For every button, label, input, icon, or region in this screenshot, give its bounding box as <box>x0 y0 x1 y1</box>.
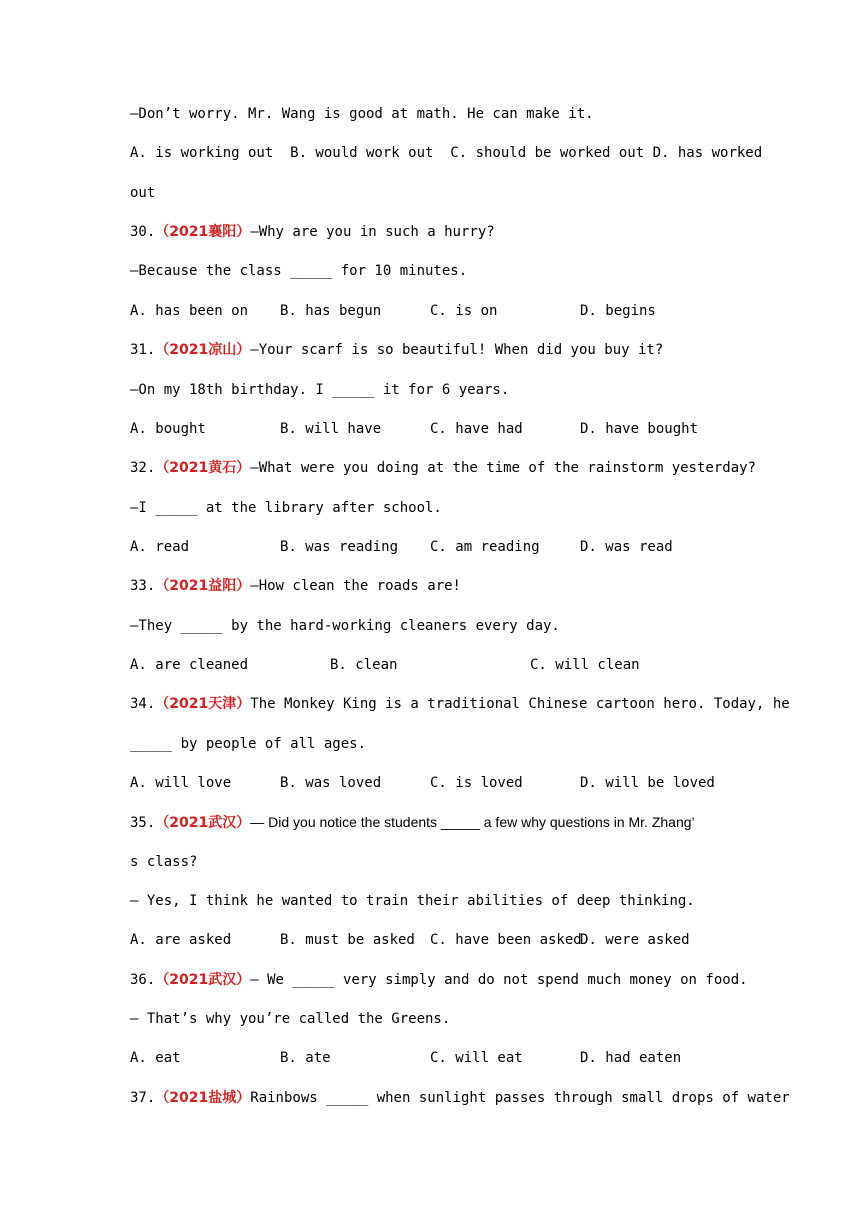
q29-options-wrap: out <box>130 185 156 201</box>
q37-source-tag: （2021盐城） <box>155 1090 251 1106</box>
q36-source-tag: （2021武汉） <box>155 972 251 988</box>
q30-option-c: C. is on <box>430 303 498 319</box>
q34-option-b: B. was loved <box>280 775 382 791</box>
q34-source-tag: （2021天津） <box>155 696 251 712</box>
q36-stem-line <box>130 970 748 990</box>
q34-stem: The Monkey King is a traditional Chinese cartoon hero. Today, he <box>250 696 790 712</box>
q32-option-a: A. read <box>130 539 190 555</box>
q31-stem-line <box>130 340 663 360</box>
q35-stem-line <box>130 812 695 833</box>
q30-line2: —Because the class _____ for 10 minutes. <box>130 263 468 279</box>
q35-stem: — Did you notice the students _____ a few why questions in Mr. Zhang’ <box>250 814 695 830</box>
q36-option-c: C. will eat <box>430 1050 523 1066</box>
q30-option-b: B. has begun <box>280 303 382 319</box>
q34-options <box>130 773 715 793</box>
q36-option-d: D. had eaten <box>580 1050 682 1066</box>
q36-stem: — We _____ very simply and do not spend much money on food. <box>250 972 748 988</box>
q35-options <box>130 930 690 950</box>
q31-options <box>130 419 698 439</box>
q30-number: 30. <box>130 224 156 240</box>
q32-number: 32. <box>130 460 156 476</box>
q35-option-b: B. must be asked <box>280 932 415 948</box>
q31-option-b: B. will have <box>280 421 382 437</box>
q32-option-b: B. was reading <box>280 539 399 555</box>
q33-source-tag: （2021益阳） <box>155 578 251 594</box>
q34-stem-line <box>130 694 790 714</box>
q31-stem: —Your scarf is so beautiful! When did you buy it? <box>250 342 664 358</box>
q30-stem: —Why are you in such a hurry? <box>250 224 495 240</box>
q36-number: 36. <box>130 972 156 988</box>
q35-stem-wrap: s class? <box>130 854 198 870</box>
q32-options <box>130 537 673 557</box>
q32-option-c: C. am reading <box>430 539 540 555</box>
q35-source-tag: （2021武汉） <box>155 815 251 831</box>
q35-option-d: D. were asked <box>580 932 690 948</box>
q30-option-a: A. has been on <box>130 303 249 319</box>
q37-number: 37. <box>130 1090 156 1106</box>
q33-option-b: B. clean <box>330 657 398 673</box>
q33-option-c: C. will clean <box>530 657 640 673</box>
q29-options-line: A. is working out B. would work out C. should be worked out D. has worked <box>130 145 763 161</box>
q33-number: 33. <box>130 578 156 594</box>
q31-option-a: A. bought <box>130 421 206 437</box>
q33-stem-line <box>130 576 461 596</box>
q35-line2: — Yes, I think he wanted to train their abilities of deep thinking. <box>130 893 695 909</box>
q32-source-tag: （2021黄石） <box>155 460 251 476</box>
q31-option-c: C. have had <box>430 421 523 437</box>
q35-option-a: A. are asked <box>130 932 232 948</box>
q34-option-c: C. is loved <box>430 775 523 791</box>
q36-options <box>130 1048 681 1068</box>
q33-stem: —How clean the roads are! <box>250 578 461 594</box>
q34-number: 34. <box>130 696 156 712</box>
q35-number: 35. <box>130 815 156 831</box>
q36-line2: — That’s why you’re called the Greens. <box>130 1011 451 1027</box>
q32-line2: —I _____ at the library after school. <box>130 500 442 516</box>
q33-options <box>130 655 640 675</box>
q34-option-a: A. will love <box>130 775 232 791</box>
q36-option-a: A. eat <box>130 1050 181 1066</box>
q37-stem: Rainbows _____ when sunlight passes through small drops of water <box>250 1090 790 1106</box>
q32-stem: —What were you doing at the time of the rainstorm yesterday? <box>250 460 756 476</box>
q30-source-tag: （2021襄阳） <box>155 224 251 240</box>
q31-source-tag: （2021凉山） <box>155 342 251 358</box>
q37-stem-line <box>130 1088 790 1108</box>
q32-stem-line <box>130 458 756 478</box>
q33-line2: —They _____ by the hard-working cleaners every day. <box>130 618 560 634</box>
q34-option-d: D. will be loved <box>580 775 715 791</box>
q34-line2: _____ by people of all ages. <box>130 736 367 752</box>
q31-option-d: D. have bought <box>580 421 699 437</box>
q32-option-d: D. was read <box>580 539 673 555</box>
q30-option-d: D. begins <box>580 303 656 319</box>
q31-number: 31. <box>130 342 156 358</box>
q36-option-b: B. ate <box>280 1050 331 1066</box>
q30-stem-line <box>130 222 495 242</box>
q33-option-a: A. are cleaned <box>130 657 249 673</box>
q30-options <box>130 301 656 321</box>
q31-line2: —On my 18th birthday. I _____ it for 6 years. <box>130 382 510 398</box>
q29-answer-line: —Don’t worry. Mr. Wang is good at math. He can make it. <box>130 106 594 122</box>
q35-option-c: C. have been asked <box>430 932 582 948</box>
